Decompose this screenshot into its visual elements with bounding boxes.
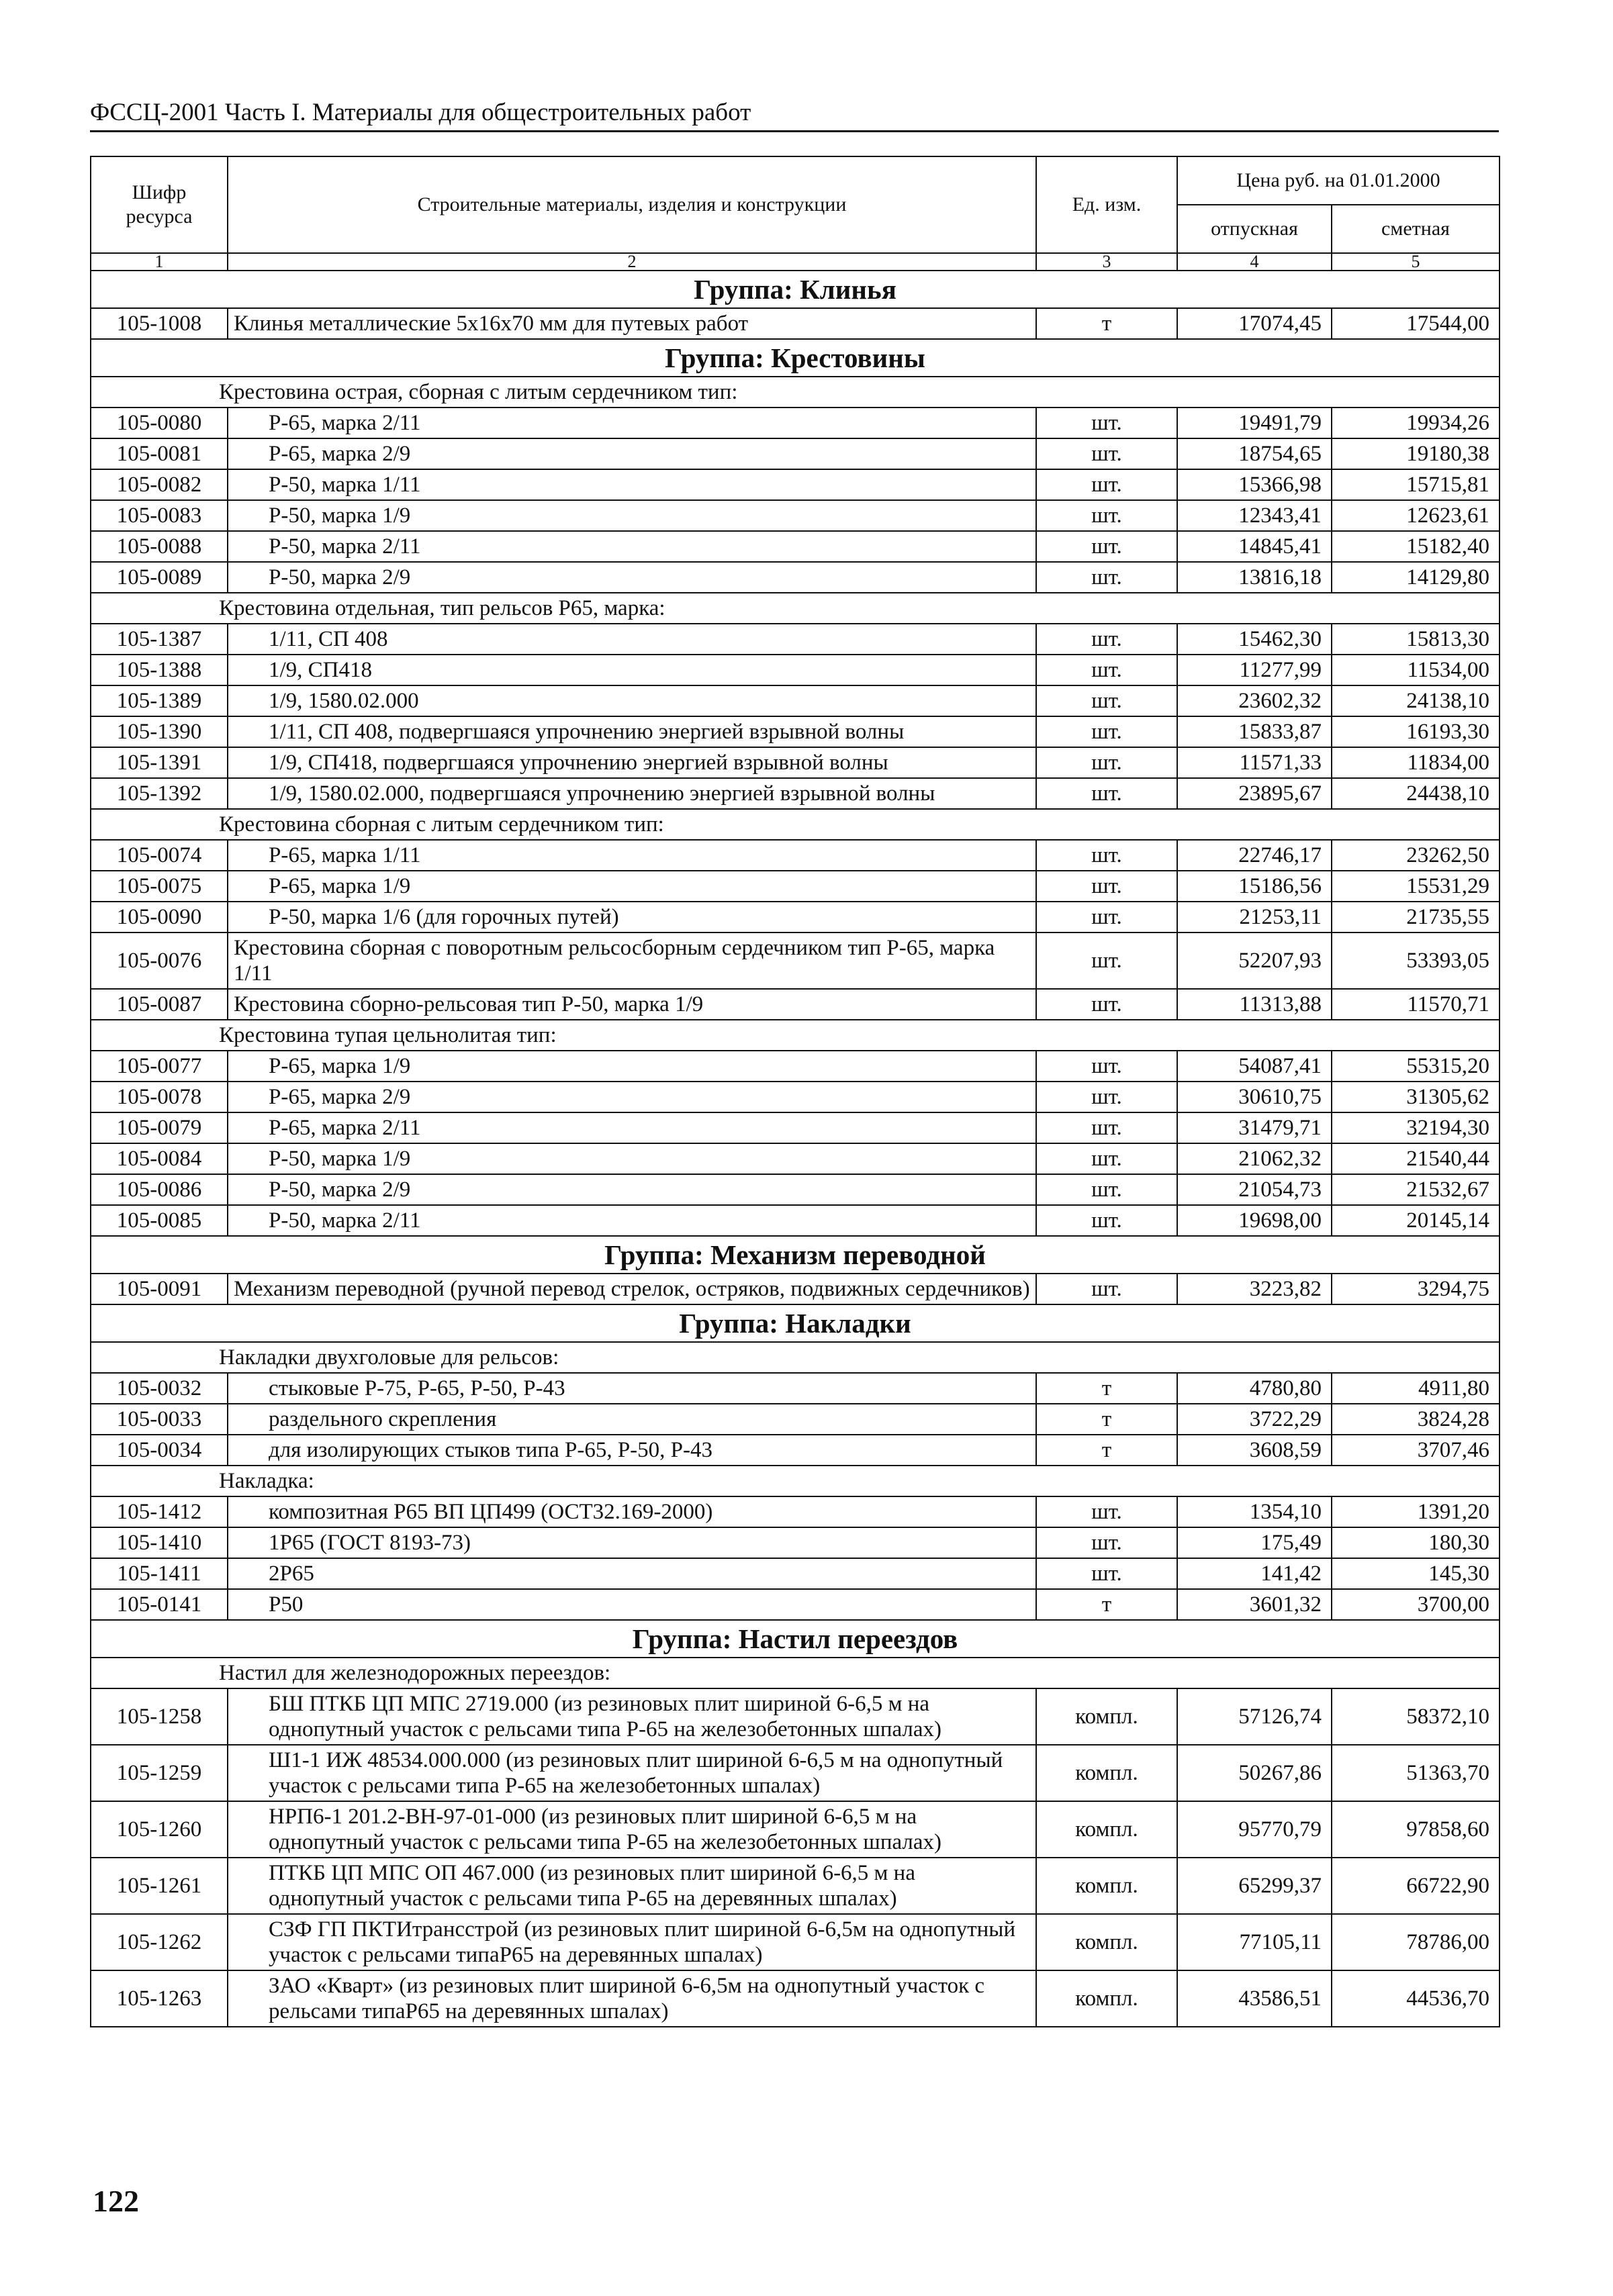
unit-of-measure: шт. [1036,902,1177,932]
resource-code: 105-1389 [91,685,228,716]
price-release: 21253,11 [1177,902,1332,932]
material-name: 1/9, СП418, подвергшаяся упрочнению энергией взрывной волны [228,747,1036,778]
price-release: 15366,98 [1177,469,1332,500]
resource-code: 105-1412 [91,1496,228,1527]
price-release: 21054,73 [1177,1174,1332,1205]
unit-of-measure: т [1036,1404,1177,1435]
price-estimate: 3700,00 [1332,1589,1500,1620]
resource-code: 105-1263 [91,1970,228,2027]
resource-code: 105-0086 [91,1174,228,1205]
group-heading-row [91,339,1500,377]
resource-code: 105-0033 [91,1404,228,1435]
price-estimate: 19934,26 [1332,408,1500,438]
resource-code: 105-1410 [91,1527,228,1558]
column-number: 4 [1177,253,1332,271]
price-release: 23602,32 [1177,685,1332,716]
column-number: 1 [91,253,228,271]
price-release: 3223,82 [1177,1274,1332,1304]
price-estimate: 44536,70 [1332,1970,1500,2027]
resource-code: 105-0084 [91,1143,228,1174]
unit-of-measure: шт. [1036,1082,1177,1112]
material-name: Р50 [228,1589,1036,1620]
material-name: БШ ПТКБ ЦП МПС 2719.000 (из резиновых плит шириной 6-6,5 м на однопутный участок с рельсами типа Р-65 на железобетонных шпалах) [228,1688,1036,1745]
price-release: 4780,80 [1177,1373,1332,1404]
table-row [91,1373,1500,1404]
unit-of-measure: компл. [1036,1858,1177,1914]
unit-of-measure: компл. [1036,1801,1177,1858]
material-name: Р-65, марка 1/11 [228,840,1036,871]
unit-of-measure: шт. [1036,932,1177,989]
price-table [90,156,1500,2027]
table-row [91,1205,1500,1236]
price-estimate: 21735,55 [1332,902,1500,932]
material-name: ПТКБ ЦП МПС ОП 467.000 (из резиновых плит шириной 6-6,5 м на однопутный участок с рельсами типа Р-65 на деревянных шпалах) [228,1858,1036,1914]
resource-code: 105-1260 [91,1801,228,1858]
material-name: 1Р65 (ГОСТ 8193-73) [228,1527,1036,1558]
material-name: Р-65, марка 2/9 [228,438,1036,469]
price-release: 19698,00 [1177,1205,1332,1236]
table-row [91,655,1500,685]
price-estimate: 3707,46 [1332,1435,1500,1466]
resource-code: 105-0087 [91,989,228,1020]
table-row [91,685,1500,716]
subgroup-row [91,1466,1500,1496]
table-row [91,1527,1500,1558]
subgroup-row [91,377,1500,408]
resource-code: 105-0088 [91,531,228,562]
material-name: композитная Р65 ВП ЦП499 (ОСТ32.169-2000) [228,1496,1036,1527]
material-name: стыковые Р-75, Р-65, Р-50, Р-43 [228,1373,1036,1404]
column-header-code: Шифр ресурса [91,156,228,253]
price-estimate: 11534,00 [1332,655,1500,685]
price-release: 95770,79 [1177,1801,1332,1858]
material-name: Клинья металлические 5х16х70 мм для путевых работ [228,308,1036,339]
table-row [91,1435,1500,1466]
price-estimate: 32194,30 [1332,1112,1500,1143]
resource-code: 105-0141 [91,1589,228,1620]
column-header-price-release: отпускная [1177,205,1332,253]
material-name: Р-65, марка 2/9 [228,1082,1036,1112]
unit-of-measure: компл. [1036,1688,1177,1745]
resource-code: 105-0074 [91,840,228,871]
price-estimate: 66722,90 [1332,1858,1500,1914]
table-row [91,778,1500,809]
resource-code: 105-0078 [91,1082,228,1112]
column-header-price: Цена руб. на 01.01.2000 [1177,156,1500,205]
group-heading-row [91,1620,1500,1658]
material-name: 1/9, СП418 [228,655,1036,685]
price-release: 15462,30 [1177,624,1332,655]
price-estimate: 51363,70 [1332,1745,1500,1801]
price-release: 77105,11 [1177,1914,1332,1970]
material-name: Р-50, марка 1/6 (для горочных путей) [228,902,1036,932]
price-estimate: 58372,10 [1332,1688,1500,1745]
unit-of-measure: шт. [1036,408,1177,438]
unit-of-measure: шт. [1036,438,1177,469]
material-name: Р-50, марка 2/9 [228,562,1036,593]
unit-of-measure: шт. [1036,500,1177,531]
price-estimate: 24138,10 [1332,685,1500,716]
table-row [91,469,1500,500]
subgroup-row [91,1658,1500,1688]
resource-code: 105-0080 [91,408,228,438]
price-release: 65299,37 [1177,1858,1332,1914]
resource-code: 105-0089 [91,562,228,593]
price-release: 22746,17 [1177,840,1332,871]
unit-of-measure: шт. [1036,562,1177,593]
page-number: 122 [93,2184,139,2218]
resource-code: 105-1259 [91,1745,228,1801]
price-estimate: 53393,05 [1332,932,1500,989]
subgroup-row [91,809,1500,840]
unit-of-measure: т [1036,1373,1177,1404]
table-row [91,1801,1500,1858]
price-estimate: 24438,10 [1332,778,1500,809]
table-row [91,1496,1500,1527]
resource-code: 105-1392 [91,778,228,809]
unit-of-measure: шт. [1036,716,1177,747]
group-title: Группа: Накладки [91,1304,1500,1342]
price-estimate: 4911,80 [1332,1373,1500,1404]
column-header-price-estimate: сметная [1332,205,1500,253]
resource-code: 105-1388 [91,655,228,685]
table-row [91,562,1500,593]
table-row [91,1174,1500,1205]
material-name: Крестовина сборно-рельсовая тип Р-50, марка 1/9 [228,989,1036,1020]
column-number: 3 [1036,253,1177,271]
table-row [91,1558,1500,1589]
material-name: Р-50, марка 2/9 [228,1174,1036,1205]
table-row [91,1143,1500,1174]
price-estimate: 15182,40 [1332,531,1500,562]
subgroup-row [91,1342,1500,1373]
price-release: 21062,32 [1177,1143,1332,1174]
price-release: 15186,56 [1177,871,1332,902]
unit-of-measure: шт. [1036,871,1177,902]
table-row [91,902,1500,932]
unit-of-measure: шт. [1036,655,1177,685]
column-header-unit: Ед. изм. [1036,156,1177,253]
table-row [91,932,1500,989]
group-heading-row [91,271,1500,308]
price-release: 14845,41 [1177,531,1332,562]
table-row [91,500,1500,531]
price-release: 11277,99 [1177,655,1332,685]
table-row [91,1274,1500,1304]
material-name: Р-50, марка 1/9 [228,1143,1036,1174]
unit-of-measure: шт. [1036,1051,1177,1082]
price-release: 11571,33 [1177,747,1332,778]
price-estimate: 14129,80 [1332,562,1500,593]
resource-code: 105-0079 [91,1112,228,1143]
price-estimate: 23262,50 [1332,840,1500,871]
table-row [91,989,1500,1020]
unit-of-measure: шт. [1036,531,1177,562]
price-release: 43586,51 [1177,1970,1332,2027]
price-estimate: 97858,60 [1332,1801,1500,1858]
table-row [91,308,1500,339]
material-name: Р-50, марка 1/9 [228,500,1036,531]
resource-code: 105-1261 [91,1858,228,1914]
group-title: Группа: Клинья [91,271,1500,308]
table-row [91,624,1500,655]
material-name: Р-50, марка 2/11 [228,531,1036,562]
resource-code: 105-1390 [91,716,228,747]
material-name: Ш1-1 ИЖ 48534.000.000 (из резиновых плит шириной 6-6,5 м на однопутный участок с рельсами типа Р-65 на железобетонных шпалах) [228,1745,1036,1801]
price-estimate: 19180,38 [1332,438,1500,469]
material-name: Р-50, марка 2/11 [228,1205,1036,1236]
price-release: 13816,18 [1177,562,1332,593]
resource-code: 105-1391 [91,747,228,778]
table-row [91,840,1500,871]
resource-code: 105-1411 [91,1558,228,1589]
price-estimate: 20145,14 [1332,1205,1500,1236]
unit-of-measure: шт. [1036,1174,1177,1205]
price-release: 50267,86 [1177,1745,1332,1801]
price-estimate: 12623,61 [1332,500,1500,531]
header-row [91,156,1500,205]
price-release: 54087,41 [1177,1051,1332,1082]
material-name: Р-65, марка 2/11 [228,1112,1036,1143]
price-release: 17074,45 [1177,308,1332,339]
unit-of-measure: шт. [1036,624,1177,655]
table-row [91,747,1500,778]
table-row [91,1082,1500,1112]
material-name: 2Р65 [228,1558,1036,1589]
unit-of-measure: компл. [1036,1914,1177,1970]
material-name: раздельного скрепления [228,1404,1036,1435]
material-name: 1/9, 1580.02.000 [228,685,1036,716]
subgroup-title: Крестовина отдельная, тип рельсов Р65, марка: [91,593,1500,624]
resource-code: 105-0090 [91,902,228,932]
material-name: для изолирующих стыков типа Р-65, Р-50, Р-43 [228,1435,1036,1466]
subgroup-title: Крестовина острая, сборная с литым сердечником тип: [91,377,1500,408]
price-release: 52207,93 [1177,932,1332,989]
table-row [91,1970,1500,2027]
price-release: 3608,59 [1177,1435,1332,1466]
unit-of-measure: шт. [1036,1143,1177,1174]
subgroup-title: Накладки двухголовые для рельсов: [91,1342,1500,1373]
unit-of-measure: шт. [1036,778,1177,809]
unit-of-measure: т [1036,1589,1177,1620]
material-name: Р-65, марка 1/9 [228,1051,1036,1082]
price-estimate: 16193,30 [1332,716,1500,747]
price-estimate: 3824,28 [1332,1404,1500,1435]
price-release: 1354,10 [1177,1496,1332,1527]
price-release: 19491,79 [1177,408,1332,438]
resource-code: 105-0082 [91,469,228,500]
subgroup-title: Крестовина тупая цельнолитая тип: [91,1020,1500,1051]
unit-of-measure: шт. [1036,1112,1177,1143]
page-header: ФССЦ-2001 Часть I. Материалы для общестроительных работ [90,98,1499,132]
price-release: 3722,29 [1177,1404,1332,1435]
subgroup-row [91,1020,1500,1051]
unit-of-measure: т [1036,308,1177,339]
group-title: Группа: Крестовины [91,339,1500,377]
price-release: 175,49 [1177,1527,1332,1558]
material-name: 1/9, 1580.02.000, подвергшаяся упрочнению энергией взрывной волны [228,778,1036,809]
subgroup-title: Накладка: [91,1466,1500,1496]
price-estimate: 17544,00 [1332,308,1500,339]
table-row [91,716,1500,747]
table-row [91,1112,1500,1143]
price-estimate: 15813,30 [1332,624,1500,655]
table-row [91,408,1500,438]
price-estimate: 21532,67 [1332,1174,1500,1205]
table-row [91,531,1500,562]
material-name: Р-65, марка 1/9 [228,871,1036,902]
material-name: Р-50, марка 1/11 [228,469,1036,500]
group-heading-row [91,1236,1500,1274]
resource-code: 105-0085 [91,1205,228,1236]
price-release: 18754,65 [1177,438,1332,469]
resource-code: 105-1258 [91,1688,228,1745]
price-release: 23895,67 [1177,778,1332,809]
table-row [91,438,1500,469]
table-row [91,1914,1500,1970]
material-name: 1/11, СП 408 [228,624,1036,655]
resource-code: 105-1262 [91,1914,228,1970]
resource-code: 105-0032 [91,1373,228,1404]
unit-of-measure: компл. [1036,1970,1177,2027]
table-row [91,1051,1500,1082]
resource-code: 105-0034 [91,1435,228,1466]
price-release: 141,42 [1177,1558,1332,1589]
subgroup-title: Крестовина сборная с литым сердечником тип: [91,809,1500,840]
price-estimate: 15715,81 [1332,469,1500,500]
unit-of-measure: компл. [1036,1745,1177,1801]
table-body [91,271,1500,2027]
column-number-row [91,253,1500,271]
price-release: 12343,41 [1177,500,1332,531]
price-release: 15833,87 [1177,716,1332,747]
subgroup-row [91,593,1500,624]
unit-of-measure: шт. [1036,989,1177,1020]
price-estimate: 11570,71 [1332,989,1500,1020]
price-release: 57126,74 [1177,1688,1332,1745]
price-estimate: 3294,75 [1332,1274,1500,1304]
price-estimate: 1391,20 [1332,1496,1500,1527]
price-estimate: 21540,44 [1332,1143,1500,1174]
unit-of-measure: шт. [1036,1527,1177,1558]
resource-code: 105-0083 [91,500,228,531]
price-release: 3601,32 [1177,1589,1332,1620]
column-header-name: Строительные материалы, изделия и конструкции [228,156,1036,253]
resource-code: 105-0081 [91,438,228,469]
column-number: 5 [1332,253,1500,271]
resource-code: 105-0076 [91,932,228,989]
price-estimate: 15531,29 [1332,871,1500,902]
resource-code: 105-0075 [91,871,228,902]
table-row [91,1688,1500,1745]
price-release: 30610,75 [1177,1082,1332,1112]
resource-code: 105-1387 [91,624,228,655]
unit-of-measure: шт. [1036,840,1177,871]
unit-of-measure: шт. [1036,1274,1177,1304]
price-estimate: 78786,00 [1332,1914,1500,1970]
material-name: 1/11, СП 408, подвергшаяся упрочнению энергией взрывной волны [228,716,1036,747]
price-estimate: 11834,00 [1332,747,1500,778]
price-release: 11313,88 [1177,989,1332,1020]
price-estimate: 31305,62 [1332,1082,1500,1112]
group-heading-row [91,1304,1500,1342]
unit-of-measure: шт. [1036,685,1177,716]
material-name: Р-65, марка 2/11 [228,408,1036,438]
material-name: Крестовина сборная с поворотным рельсосборным сердечником тип Р-65, марка 1/11 [228,932,1036,989]
table-row [91,1404,1500,1435]
price-estimate: 145,30 [1332,1558,1500,1589]
unit-of-measure: шт. [1036,1496,1177,1527]
resource-code: 105-1008 [91,308,228,339]
unit-of-measure: т [1036,1435,1177,1466]
material-name: НРП6-1 201.2-ВН-97-01-000 (из резиновых плит шириной 6-6,5 м на однопутный участок с рельсами типа Р-65 на железобетонных шпалах) [228,1801,1036,1858]
price-estimate: 55315,20 [1332,1051,1500,1082]
table-row [91,1589,1500,1620]
column-number: 2 [228,253,1036,271]
resource-code: 105-0091 [91,1274,228,1304]
unit-of-measure: шт. [1036,747,1177,778]
subgroup-title: Настил для железнодорожных переездов: [91,1658,1500,1688]
material-name: Механизм переводной (ручной перевод стрелок, остряков, подвижных сердечников) [228,1274,1036,1304]
price-estimate: 180,30 [1332,1527,1500,1558]
unit-of-measure: шт. [1036,1558,1177,1589]
table-row [91,871,1500,902]
group-title: Группа: Механизм переводной [91,1236,1500,1274]
resource-code: 105-0077 [91,1051,228,1082]
table-row [91,1858,1500,1914]
unit-of-measure: шт. [1036,1205,1177,1236]
group-title: Группа: Настил переездов [91,1620,1500,1658]
table-row [91,1745,1500,1801]
unit-of-measure: шт. [1036,469,1177,500]
price-release: 31479,71 [1177,1112,1332,1143]
material-name: СЗФ ГП ПКТИтрансстрой (из резиновых плит шириной 6-6,5м на однопутный участок с рельсами типаР65 на деревянных шпалах) [228,1914,1036,1970]
material-name: ЗАО «Кварт» (из резиновых плит шириной 6-6,5м на однопутный участок с рельсами типаР65 на деревянных шпалах) [228,1970,1036,2027]
